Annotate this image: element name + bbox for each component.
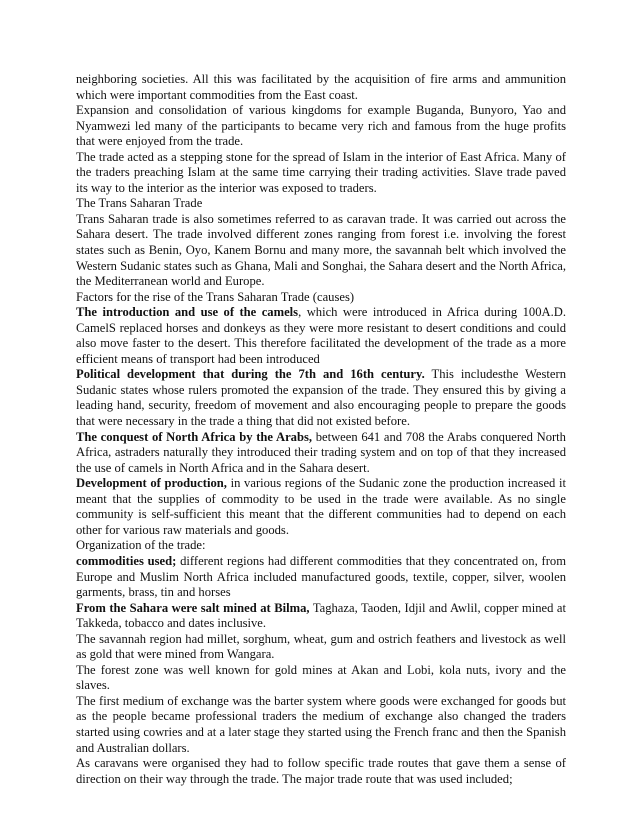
paragraph-commodities-text: different regions had different commodities that they concentrated on, from Europe and Muslim North Africa included manufactured goods, textile, copper, silver, woolen garments, brass, tin and horses bbox=[76, 553, 566, 600]
paragraph-camels bbox=[76, 305, 566, 367]
paragraph-trans-saharan-intro: Trans Saharan trade is also sometimes referred to as caravan trade. It was carried out across the Sahara desert. The trade involved different zones ranging from forest i.e. involving the forest states such as Benin, Oyo, Kanem Bornu and many more, the savannah belt which involved the Western Sudanic states such as Ghana, Mali and Songhai, the Sahara desert and the North Africa, the Mediterranean world and Europe. bbox=[76, 211, 566, 289]
section-heading-factors: Factors for the rise of the Trans Saharan Trade (causes) bbox=[76, 289, 355, 304]
bold-lead-sahara: From the Sahara were salt mined at Bilma, bbox=[76, 600, 310, 615]
paragraph-political-text: This includesthe Western Sudanic states whose rulers promoted the expansion of the trade. They ensured this by giving a leading hand, security, freedom of movement and also encouraging people to prepare the goods that were necessary in the trade a thing that did not existed before. bbox=[76, 367, 567, 429]
paragraph-sahara-salt bbox=[76, 601, 566, 632]
paragraph-forest-zone: The forest zone was well known for gold mines at Akan and Lobi, kola nuts, ivory and the slaves. bbox=[76, 662, 566, 693]
paragraph-arab-conquest bbox=[76, 430, 566, 477]
paragraph-production-text: in various regions of the Sudanic zone the production increased it meant that the supplies of commodity to be used in the trade were available. As no single community is self-sufficient this meant that the different communities had to depend on each other for various raw materials and goods. bbox=[76, 476, 567, 537]
paragraph-conquest-text: between 641 and 708 the Arabs conquered North Africa, astraders naturally they introduced their trading system and on top of that they increased the use of camels in North Africa and in the Sahara desert. bbox=[76, 429, 566, 475]
section-heading-trans-saharan: The Trans Saharan Trade bbox=[76, 196, 203, 211]
bold-lead-conquest: The conquest of North Africa by the Arabs, bbox=[76, 429, 313, 444]
document-page bbox=[76, 72, 566, 787]
paragraph-sahara-text: Taghaza, Taoden, Idjil and Awlil, copper mined at Takkeda, tobacco and dates inclusive. bbox=[76, 600, 566, 631]
paragraph-islam-spread: The trade acted as a stepping stone for the spread of Islam in the interior of East Africa. Many of the traders preaching Islam at the same time carrying their trading activities. Slave trade paved its way to the interior as the interior was exposed to traders. bbox=[76, 149, 566, 195]
section-heading-organization: Organization of the trade: bbox=[76, 538, 206, 553]
bold-lead-production: Development of production, bbox=[76, 476, 227, 491]
paragraph-ivory-trade-effects: neighboring societies. All this was facilitated by the acquisition of fire arms and ammunition which were important commodities from the East coast. bbox=[76, 72, 566, 102]
paragraph-commodities bbox=[76, 554, 566, 601]
paragraph-kingdom-expansion: Expansion and consolidation of various kingdoms for example Buganda, Bunyoro, Yao and Nyamwezi led many of the participants to became very rich and famous from the huge profits that were enjoyed from the trade. bbox=[76, 103, 566, 149]
bold-lead-camels: The introduction and use of the camels bbox=[76, 305, 299, 320]
paragraph-savannah: The savannah region had millet, sorghum, wheat, gum and ostrich feathers and livestock as well as gold that were mined from Wangara. bbox=[76, 631, 566, 662]
bold-lead-commodities: commodities used; bbox=[76, 553, 177, 568]
paragraph-trade-routes: As caravans were organised they had to follow specific trade routes that gave them a sense of direction on their way through the trade. The major trade route that was used included; bbox=[76, 756, 566, 786]
paragraph-camels-text: , which were introduced in Africa during 100A.D. CamelS replaced horses and donkeys as they were more resistant to desert conditions and could also move faster to the desert. This therefore facilitated the development of the trade as a more efficient means of transport had been introduced bbox=[76, 305, 567, 366]
bold-lead-political: Political development that during the 7th and 16th century. bbox=[76, 367, 425, 382]
paragraph-political-development bbox=[76, 367, 566, 429]
paragraph-medium-of-exchange: The first medium of exchange was the barter system where goods were exchanged for goods but as the people became professional traders the medium of exchange also changed the traders started using cowries and at a later stage they started using the French franc and then the Spanish and Australian dollars. bbox=[76, 693, 566, 755]
paragraph-production bbox=[76, 476, 566, 538]
